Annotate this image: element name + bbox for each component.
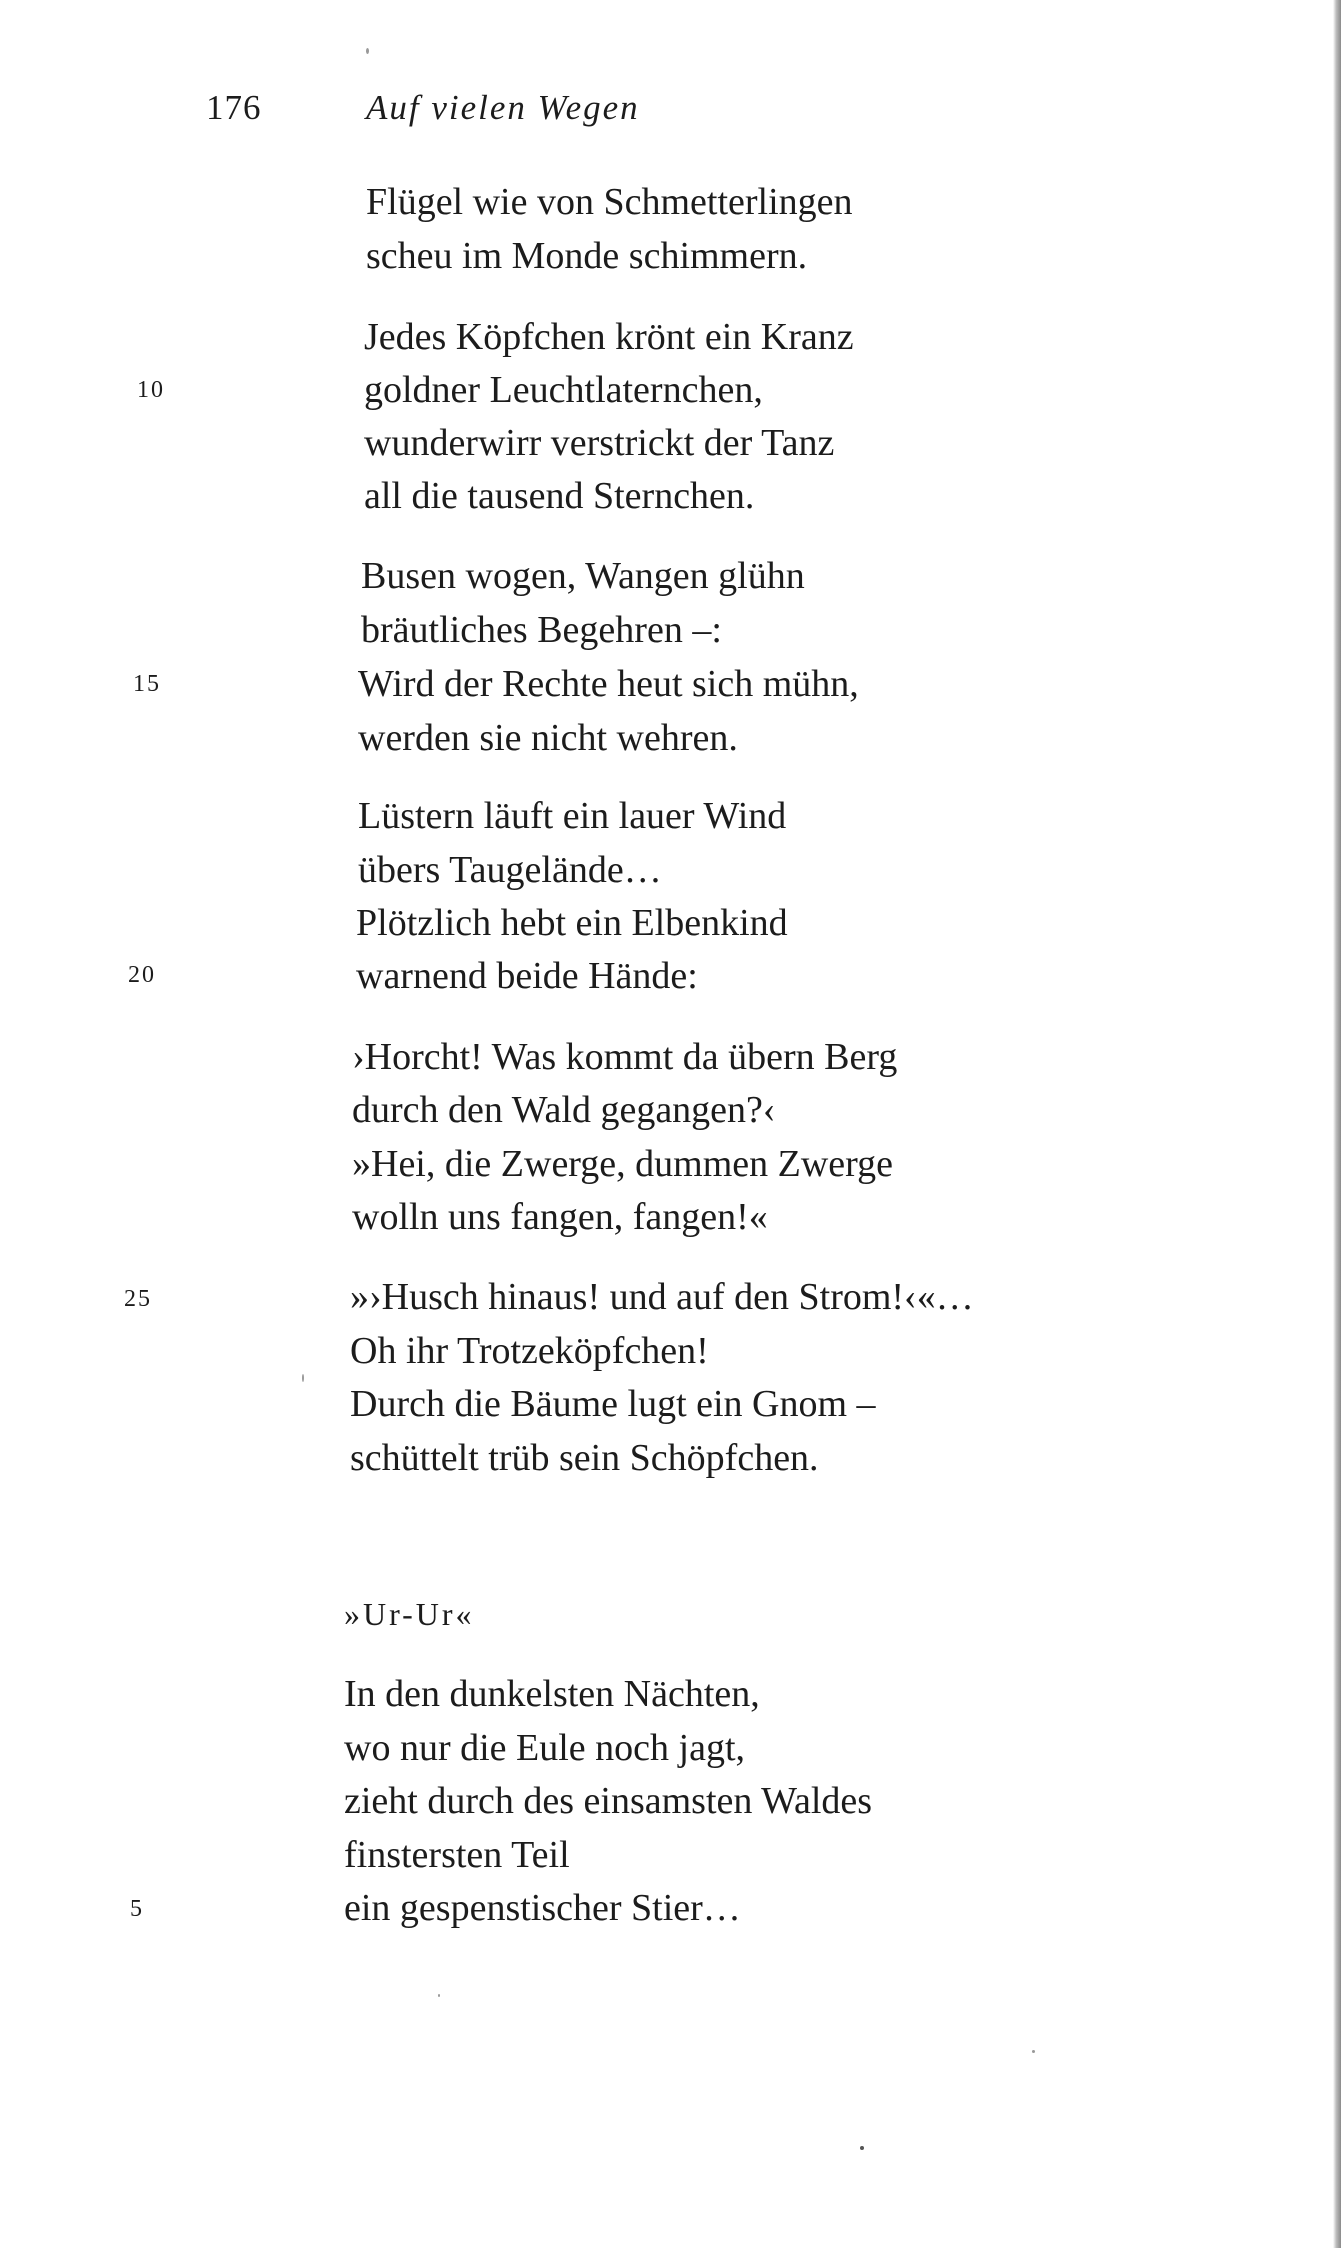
poem-line: wolln uns fangen, fangen!« [352, 1196, 768, 1238]
poem-line: Wird der Rechte heut sich mühn, [358, 663, 859, 705]
poem-line: ein gespenstischer Stier… [344, 1887, 741, 1929]
poem-line: warnend beide Hände: [356, 955, 698, 997]
poem-line: bräutliches Begehren –: [361, 609, 722, 651]
poem-line: Flügel wie von Schmetterlingen [366, 181, 853, 223]
poem-line: schüttelt trüb sein Schöpfchen. [350, 1437, 819, 1479]
line-number: 20 [128, 962, 156, 988]
poem-line: Jedes Köpfchen krönt ein Kranz [364, 316, 854, 358]
poem-line: wunderwirr verstrickt der Tanz [364, 422, 835, 464]
poem-line: Busen wogen, Wangen glühn [361, 555, 805, 597]
scan-speck [438, 1994, 440, 1997]
poem-line: zieht durch des einsamsten Waldes [344, 1780, 873, 1822]
poem-line: Oh ihr Trotzeköpfchen! [350, 1330, 709, 1372]
page-number: 176 [206, 88, 262, 127]
poem-line: »›Husch hinaus! und auf den Strom!‹«… [350, 1276, 974, 1318]
poem-line: scheu im Monde schimmern. [366, 235, 808, 277]
running-title: Auf vielen Wegen [366, 88, 640, 127]
line-number: 10 [137, 377, 165, 403]
page-edge-shadow [1333, 0, 1341, 2248]
page-header [206, 88, 1106, 148]
line-number: 25 [124, 1286, 152, 1312]
poem-line: wo nur die Eule noch jagt, [344, 1727, 746, 1769]
line-number: 15 [133, 671, 161, 697]
poem-line: werden sie nicht wehren. [358, 717, 738, 759]
poem-line: goldner Leuchtlaternchen, [364, 369, 763, 411]
scan-speck [302, 1374, 304, 1382]
poem-line: finstersten Teil [344, 1834, 570, 1876]
poem-line: »Hei, die Zwerge, dummen Zwerge [352, 1143, 893, 1185]
poem-title: »Ur-Ur« [344, 1596, 475, 1632]
poem-line: all die tausend Sternchen. [364, 475, 755, 517]
scan-speck [1032, 2050, 1035, 2053]
poem-line: ›Horcht! Was kommt da übern Berg [352, 1036, 898, 1078]
poem-line: Durch die Bäume lugt ein Gnom – [350, 1383, 876, 1425]
poem-line: In den dunkelsten Nächten, [344, 1673, 760, 1715]
line-number: 5 [130, 1896, 144, 1922]
poem-line: übers Taugelände… [358, 849, 662, 891]
poem-line: durch den Wald gegangen?‹ [352, 1089, 776, 1131]
poem-line: Plötzlich hebt ein Elbenkind [356, 902, 788, 944]
poem-line: Lüstern läuft ein lauer Wind [358, 795, 787, 837]
scan-speck [366, 48, 369, 54]
scan-speck [860, 2146, 864, 2150]
